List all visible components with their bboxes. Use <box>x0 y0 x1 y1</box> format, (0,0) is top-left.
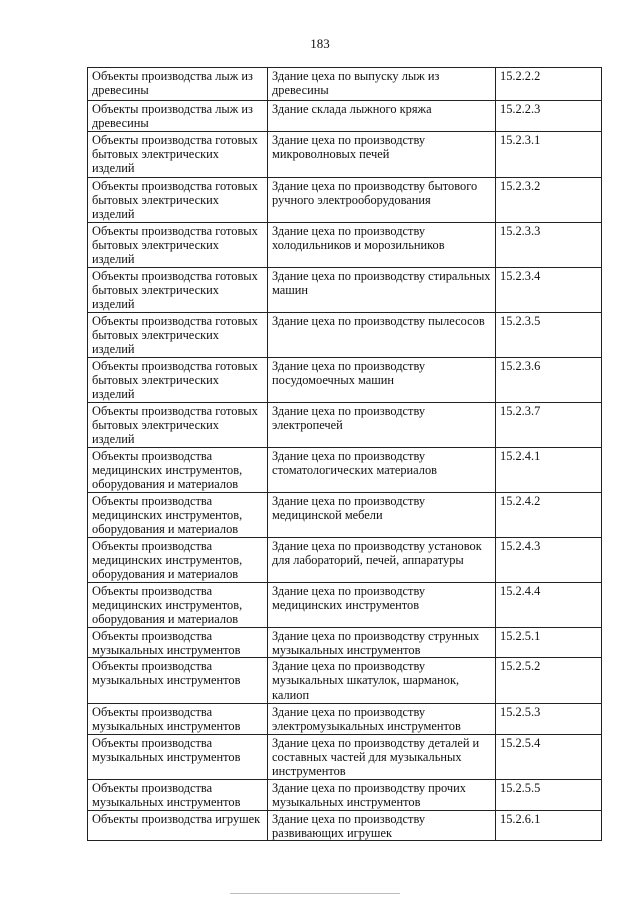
table-row <box>88 658 602 704</box>
code-cell: 15.2.3.1 <box>496 131 602 177</box>
table-row <box>88 734 602 779</box>
object-cell: Объекты производства медицинских инструментов, оборудования и материалов <box>88 492 268 537</box>
code-cell: 15.2.3.4 <box>496 267 602 312</box>
building-cell: Здание цеха по производству установок для лабораторий, печей, аппаратуры <box>268 537 496 582</box>
code-cell: 15.2.3.5 <box>496 312 602 357</box>
object-cell: Объекты производства медицинских инструментов, оборудования и материалов <box>88 447 268 492</box>
table-row <box>88 582 602 627</box>
table-row <box>88 131 602 177</box>
object-cell: Объекты производства музыкальных инструментов <box>88 704 268 735</box>
building-cell: Здание цеха по производству холодильников и морозильников <box>268 222 496 267</box>
code-cell: 15.2.5.2 <box>496 658 602 704</box>
code-cell: 15.2.2.3 <box>496 101 602 132</box>
code-cell: 15.2.5.1 <box>496 627 602 658</box>
classification-table <box>87 67 602 841</box>
code-cell: 15.2.4.2 <box>496 492 602 537</box>
table-row <box>88 357 602 402</box>
building-cell: Здание цеха по выпуску лыж из древесины <box>268 68 496 101</box>
table-row <box>88 68 602 101</box>
table-row <box>88 704 602 735</box>
code-cell: 15.2.6.1 <box>496 810 602 841</box>
object-cell: Объекты производства игрушек <box>88 810 268 841</box>
table-row <box>88 627 602 658</box>
building-cell: Здание склада лыжного кряжа <box>268 101 496 132</box>
code-cell: 15.2.5.5 <box>496 779 602 810</box>
object-cell: Объекты производства готовых бытовых электрических изделий <box>88 357 268 402</box>
building-cell: Здание цеха по производству бытового ручного электрооборудования <box>268 177 496 222</box>
building-cell: Здание цеха по производству стиральных машин <box>268 267 496 312</box>
object-cell: Объекты производства готовых бытовых электрических изделий <box>88 131 268 177</box>
code-cell: 15.2.5.3 <box>496 704 602 735</box>
building-cell: Здание цеха по производству медицинской мебели <box>268 492 496 537</box>
object-cell: Объекты производства готовых бытовых электрических изделий <box>88 402 268 447</box>
table-row <box>88 779 602 810</box>
table-row <box>88 402 602 447</box>
code-cell: 15.2.4.1 <box>496 447 602 492</box>
table-row <box>88 537 602 582</box>
building-cell: Здание цеха по производству медицинских инструментов <box>268 582 496 627</box>
object-cell: Объекты производства музыкальных инструментов <box>88 627 268 658</box>
object-cell: Объекты производства готовых бытовых электрических изделий <box>88 267 268 312</box>
table-row <box>88 810 602 841</box>
code-cell: 15.2.3.2 <box>496 177 602 222</box>
object-cell: Объекты производства готовых бытовых электрических изделий <box>88 222 268 267</box>
table-row <box>88 492 602 537</box>
object-cell: Объекты производства музыкальных инструментов <box>88 779 268 810</box>
table-row <box>88 267 602 312</box>
code-cell: 15.2.2.2 <box>496 68 602 101</box>
code-cell: 15.2.4.3 <box>496 537 602 582</box>
building-cell: Здание цеха по производству микроволновых печей <box>268 131 496 177</box>
code-cell: 15.2.4.4 <box>496 582 602 627</box>
code-cell: 15.2.3.7 <box>496 402 602 447</box>
building-cell: Здание цеха по производству развивающих игрушек <box>268 810 496 841</box>
code-cell: 15.2.5.4 <box>496 734 602 779</box>
building-cell: Здание цеха по производству стоматологических материалов <box>268 447 496 492</box>
object-cell: Объекты производства музыкальных инструментов <box>88 734 268 779</box>
object-cell: Объекты производства медицинских инструментов, оборудования и материалов <box>88 537 268 582</box>
table-row <box>88 101 602 132</box>
table-row <box>88 312 602 357</box>
code-cell: 15.2.3.6 <box>496 357 602 402</box>
building-cell: Здание цеха по производству струнных музыкальных инструментов <box>268 627 496 658</box>
code-cell: 15.2.3.3 <box>496 222 602 267</box>
object-cell: Объекты производства готовых бытовых электрических изделий <box>88 177 268 222</box>
object-cell: Объекты производства музыкальных инструментов <box>88 658 268 704</box>
object-cell: Объекты производства лыж из древесины <box>88 101 268 132</box>
building-cell: Здание цеха по производству электропечей <box>268 402 496 447</box>
table-row <box>88 447 602 492</box>
page-number: 183 <box>310 36 330 51</box>
building-cell: Здание цеха по производству прочих музыкальных инструментов <box>268 779 496 810</box>
building-cell: Здание цеха по производству посудомоечных машин <box>268 357 496 402</box>
object-cell: Объекты производства медицинских инструментов, оборудования и материалов <box>88 582 268 627</box>
object-cell: Объекты производства готовых бытовых электрических изделий <box>88 312 268 357</box>
building-cell: Здание цеха по производству деталей и составных частей для музыкальных инструментов <box>268 734 496 779</box>
building-cell: Здание цеха по производству электромузыкальных инструментов <box>268 704 496 735</box>
building-cell: Здание цеха по производству музыкальных шкатулок, шарманок, калиоп <box>268 658 496 704</box>
building-cell: Здание цеха по производству пылесосов <box>268 312 496 357</box>
table-row <box>88 177 602 222</box>
page-bottom-rule <box>230 893 400 894</box>
object-cell: Объекты производства лыж из древесины <box>88 68 268 101</box>
table-row <box>88 222 602 267</box>
